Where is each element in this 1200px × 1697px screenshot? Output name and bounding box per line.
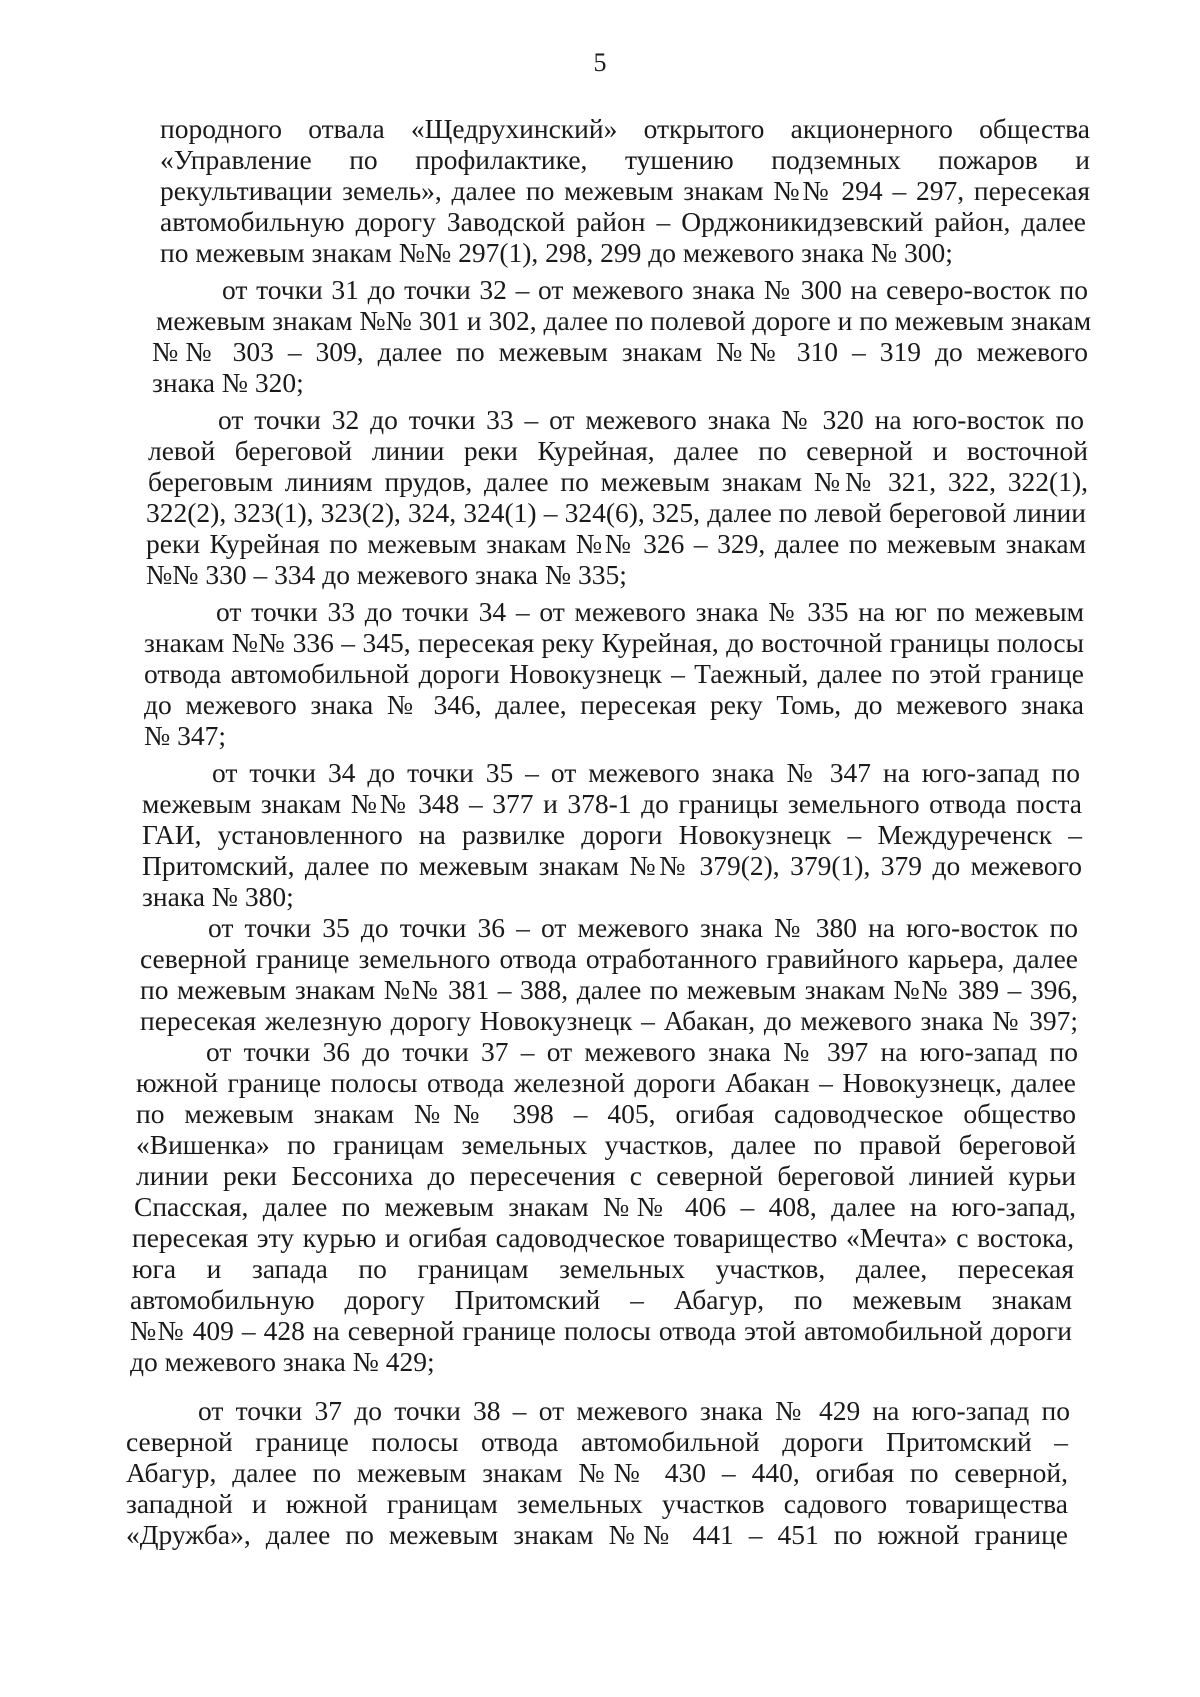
text-line: до межевого знака № 429;: [130, 1346, 435, 1377]
text-line: знака № 380;: [142, 881, 294, 912]
text-line: №№ 330 – 334 до межевого знака № 335;: [146, 559, 627, 590]
text-line: от точки 35 до точки 36 – от межевого знака № 380 на юго-восток по: [208, 912, 1078, 943]
text-line: межевым знакам №№ 301 и 302, далее по полевой дороге и по межевым знакам: [156, 305, 1092, 336]
text-line: южной границе полосы отвода железной дороги Абакан – Новокузнецк, далее: [136, 1067, 1076, 1098]
text-line: рекультивации земель», далее по межевым знакам №№ 294 – 297, пересекая: [160, 175, 1090, 206]
text-line: по межевым знакам №№ 381 – 388, далее по межевым знакам №№ 389 – 396,: [140, 974, 1078, 1005]
text-line: от точки 37 до точки 38 – от межевого знака № 429 на юго-запад по: [198, 1395, 1070, 1426]
text-line: ГАИ, установленного на развилке дороги Новокузнецк – Междуреченск –: [142, 819, 1082, 850]
text-line: юга и запада по границам земельных участков, далее, пересекая: [132, 1253, 1074, 1284]
text-line: левой береговой линии реки Курейная, далее по северной и восточной: [148, 435, 1088, 466]
text-line: до межевого знака № 346, далее, пересекая реку Томь, до межевого знака: [144, 689, 1084, 720]
document-body: [0, 113, 1200, 1550]
text-line: от точки 33 до точки 34 – от межевого знака № 335 на юг по межевым: [216, 596, 1084, 627]
text-line: «Управление по профилактике, тушению подземных пожаров и: [160, 144, 1090, 175]
text-line: знакам №№ 336 – 345, пересекая реку Курейная, до восточной границы полосы: [144, 627, 1084, 658]
text-line: по межевым знакам №№ 297(1), 298, 299 до межевого знака № 300;: [160, 237, 953, 268]
text-line: № 347;: [144, 720, 227, 751]
text-line: породного отвала «Щедрухинский» открытого акционерного общества: [160, 113, 1090, 144]
text-line: межевым знакам №№ 348 – 377 и 378-1 до границы земельного отвода поста: [142, 788, 1082, 819]
text-line: №№ 303 – 309, далее по межевым знакам №№ 310 – 319 до межевого: [152, 336, 1088, 367]
text-line: Притомский, далее по межевым знакам №№ 379(2), 379(1), 379 до межевого: [142, 850, 1082, 881]
text-line: от точки 32 до точки 33 – от межевого знака № 320 на юго-восток по: [218, 404, 1084, 435]
text-line: «Вишенка» по границам земельных участков, далее по правой береговой: [136, 1129, 1076, 1160]
text-line: реки Курейная по межевым знакам №№ 326 – 329, далее по межевым знакам: [146, 528, 1086, 559]
text-line: северной границе полосы отвода автомобильной дороги Притомский –: [126, 1426, 1068, 1457]
text-line: западной и южной границам земельных участков садового товарищества: [126, 1488, 1068, 1519]
text-line: береговым линиям прудов, далее по межевым знакам №№ 321, 322, 322(1),: [148, 466, 1088, 497]
text-line: от точки 31 до точки 32 – от межевого знака № 300 на северо-восток по: [222, 274, 1088, 305]
text-line: от точки 34 до точки 35 – от межевого знака № 347 на юго-запад по: [212, 757, 1080, 788]
text-line: Спасская, далее по межевым знакам №№ 406 – 408, далее на юго-запад,: [134, 1191, 1076, 1222]
text-line: «Дружба», далее по межевым знакам №№ 441 – 451 по южной границе: [126, 1519, 1068, 1550]
text-line: пересекая железную дорогу Новокузнецк – Абакан, до межевого знака № 397;: [140, 1005, 1078, 1036]
text-line: северной границе земельного отвода отработанного гравийного карьера, далее: [140, 943, 1078, 974]
text-line: от точки 36 до точки 37 – от межевого знака № 397 на юго-запад по: [206, 1036, 1078, 1067]
text-line: по межевым знакам №№ 398 – 405, огибая садоводческое общество: [136, 1098, 1076, 1129]
text-line: знака № 320;: [152, 367, 304, 398]
text-line: линии реки Бессониха до пересечения с северной береговой линией курьи: [136, 1160, 1076, 1191]
text-line: отвода автомобильной дороги Новокузнецк – Таежный, далее по этой границе: [144, 658, 1084, 689]
text-line: автомобильную дорогу Притомский – Абагур, по межевым знакам: [130, 1284, 1072, 1315]
text-line: 322(2), 323(1), 323(2), 324, 324(1) – 324(6), 325, далее по левой береговой линии: [146, 497, 1086, 528]
text-line: автомобильную дорогу Заводской район – Орджоникидзевский район, далее: [160, 206, 1086, 237]
text-line: пересекая эту курью и огибая садоводческое товарищество «Мечта» с востока,: [132, 1222, 1074, 1253]
text-line: №№ 409 – 428 на северной границе полосы отвода этой автомобильной дороги: [130, 1315, 1072, 1346]
page-number: 5: [593, 48, 607, 77]
text-line: Абагур, далее по межевым знакам №№ 430 – 440, огибая по северной,: [126, 1457, 1068, 1488]
